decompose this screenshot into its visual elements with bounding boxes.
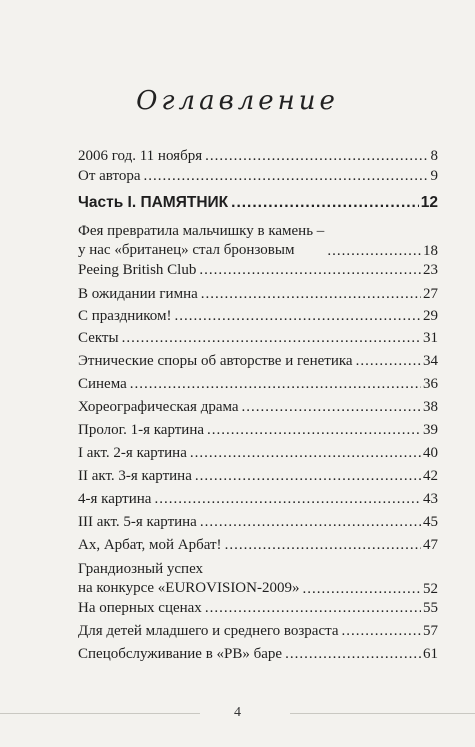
- toc-entry-page: 55: [423, 600, 438, 616]
- toc-leader: [207, 422, 421, 439]
- toc-entry: [78, 600, 438, 617]
- toc-entry-title: III акт. 5-я картина: [78, 514, 197, 530]
- toc-entry-title: Ах, Арбат, мой Арбат!: [78, 537, 222, 553]
- toc-leader: [342, 623, 421, 640]
- toc-entry: [78, 422, 438, 439]
- toc-entry-page: 34: [423, 353, 438, 369]
- toc-entry-title-line2: у нас «британец» стал бронзовым: [78, 242, 295, 258]
- toc-leader: [231, 194, 419, 211]
- toc-entry: [78, 330, 438, 347]
- toc-entry: [78, 537, 438, 554]
- toc-entry-title: Этнические споры об авторстве и генетика: [78, 353, 353, 369]
- toc-leader: [199, 262, 421, 279]
- toc-entry-title: 2006 год. 11 ноября: [78, 148, 203, 164]
- toc-entry-page: 42: [423, 468, 438, 484]
- toc-entry-title: Спецобслуживание в «РВ» баре: [78, 646, 283, 662]
- toc-entry-title: Peeing British Club: [78, 262, 197, 278]
- toc-leader: [122, 330, 421, 347]
- toc-entry-page: 27: [423, 286, 438, 302]
- toc-entry: [78, 646, 438, 663]
- toc-entry-title: В ожидании гимна: [78, 286, 198, 302]
- toc-entry-title-line1: Фея превратила мальчишку в камень –: [78, 223, 325, 239]
- toc-leader: [144, 168, 429, 185]
- toc-leader: [195, 468, 421, 485]
- toc-entry: [78, 222, 438, 260]
- toc-leader: [130, 376, 421, 393]
- toc-entry-page: 23: [423, 262, 438, 278]
- toc-entry-title: Для детей младшего и среднего возраста: [78, 623, 339, 639]
- toc-entry-page: 36: [423, 376, 438, 392]
- toc-entry: [78, 353, 438, 370]
- toc-leader: [356, 353, 421, 370]
- toc-entry-page: 39: [423, 422, 438, 438]
- toc-entry: [78, 623, 438, 640]
- toc-entry-title: Часть I. ПАМЯТНИК: [78, 194, 229, 211]
- toc-entry-page: 38: [423, 399, 438, 415]
- toc-entry-page: 12: [420, 194, 438, 211]
- toc-leader: [205, 148, 428, 165]
- toc-entry-page: 31: [423, 330, 438, 346]
- toc-entry: [78, 445, 438, 462]
- toc-entry-page: 29: [423, 308, 438, 324]
- toc-entry-title: Синема: [78, 376, 127, 392]
- toc-entry: [78, 376, 438, 393]
- toc-entry: [78, 560, 438, 598]
- toc-entry-title-line1: Грандиозный успех: [78, 561, 204, 577]
- toc-entry-page: 40: [423, 445, 438, 461]
- toc-entry-page: 9: [430, 168, 438, 184]
- toc-leader: [201, 286, 421, 303]
- toc-entry: [78, 168, 438, 185]
- toc-chapter-entry: [78, 194, 438, 211]
- toc-leader: [154, 491, 421, 508]
- toc-leader: [327, 243, 421, 260]
- toc-leader: [285, 646, 421, 663]
- page-title: Оглавление: [136, 86, 339, 116]
- toc-entry-page: 8: [430, 148, 438, 164]
- toc-entry-title: Пролог. 1-я картина: [78, 422, 205, 438]
- toc-entry-page: 61: [423, 646, 438, 662]
- toc-entry: [78, 491, 438, 508]
- toc-entry-title: От автора: [78, 168, 141, 184]
- toc-leader: [200, 514, 421, 531]
- toc-entry-page: 52: [423, 581, 438, 597]
- toc-leader: [225, 537, 421, 554]
- toc-leader: [190, 445, 421, 462]
- toc-entry-title: 4-я картина: [78, 491, 152, 507]
- toc-entry-page: 43: [423, 491, 438, 507]
- toc-entry: [78, 399, 438, 416]
- toc-entry-title: II акт. 3-я картина: [78, 468, 192, 484]
- toc-entry-title-line2: на конкурсе «EUROVISION-2009»: [78, 580, 300, 596]
- toc-entry: [78, 308, 438, 325]
- page-number: 4: [234, 705, 241, 720]
- toc-leader: [205, 600, 421, 617]
- toc-leader: [302, 581, 421, 598]
- toc-entry-title: Секты: [78, 330, 119, 346]
- toc-entry-page: 18: [423, 243, 438, 259]
- toc-entry-title: I акт. 2-я картина: [78, 445, 187, 461]
- toc-entry: [78, 468, 438, 485]
- toc-entry: [78, 262, 438, 279]
- footer-rule-right: [290, 713, 475, 714]
- toc-entry-title: Хореографическая драма: [78, 399, 239, 415]
- toc-leader: [242, 399, 421, 416]
- toc-entry-title: С праздником!: [78, 308, 172, 324]
- toc-entry: [78, 514, 438, 531]
- toc-entry-page: 45: [423, 514, 438, 530]
- toc-entry-title: На оперных сценах: [78, 600, 202, 616]
- toc-entry-page: 47: [423, 537, 438, 553]
- toc-leader: [175, 308, 421, 325]
- toc-entry-page: 57: [423, 623, 438, 639]
- toc-entry: [78, 286, 438, 303]
- toc-entry: [78, 148, 438, 165]
